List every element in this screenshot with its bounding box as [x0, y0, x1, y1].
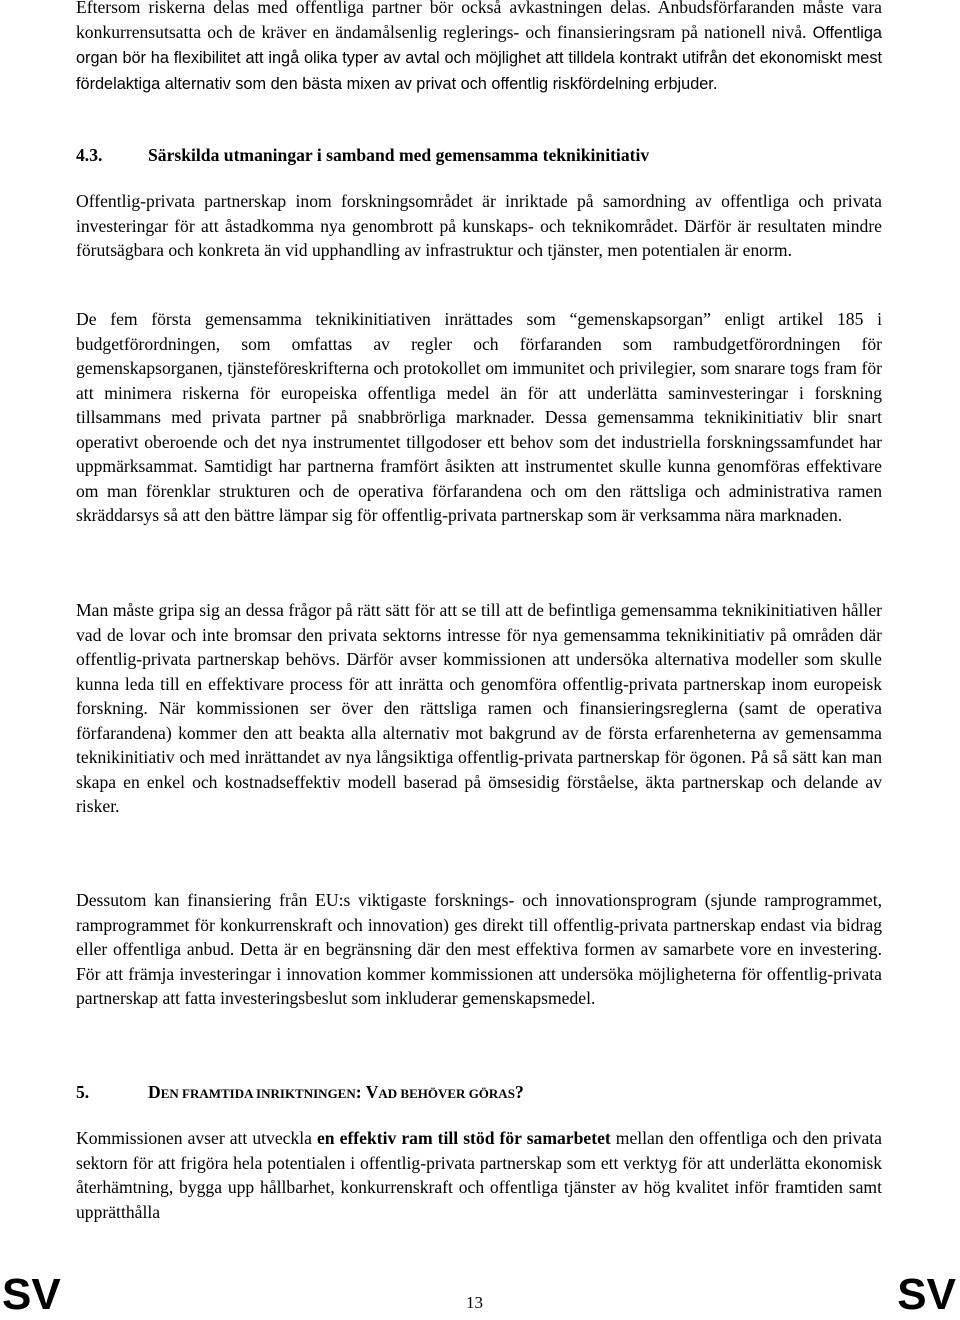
language-code-left: SV — [2, 1270, 61, 1319]
page-number: 13 — [466, 1293, 483, 1312]
section-title-part: ? — [514, 1082, 524, 1102]
section-title-part: D — [148, 1082, 161, 1102]
body-paragraph: Offentlig-privata partnerskap inom forskningsområdet är inriktade på samordning av offentliga och privata investeringar för att åstadkomma nya genombrott på kunskaps- och teknikområdet. Därför är resultaten mindre förutsägbara och konkreta än vid upphandling av infrastruktur och tjänster, men potentialen är enorm. — [76, 191, 882, 260]
closing-paragraph — [76, 1126, 882, 1224]
intro-paragraph — [76, 0, 882, 96]
closing-bold-text: en effektiv ram till stöd för samarbetet — [317, 1128, 611, 1148]
body-paragraph: Man måste gripa sig an dessa frågor på rätt sätt för att se till att de befintliga gemensamma teknikinitiativen håller vad de lovar och inte bromsar den privata sektorns intresse för nya gemensamma teknikinitiativ på områden där offentlig-privata partnerskap behövs. Därför avser kommissionen att undersöka alternativa modeller som skulle kunna leda till en effektivare process för att inrätta och genomföra offentlig-privata partnerskap inom europeisk forskning. När kommissionen ser över den rättsliga ramen och finansieringsreglerna (samt de operativa förfarandena) kommer den att beakta alla alternativ mot bakgrund av de första erfarenheterna av gemensamma teknikinitiativ och med inrättandet av nya långsiktiga offentlig-privata partnerskap för ögonen. På så sätt kan man skapa en enkel och kostnadseffektiv modell baserad på ömsesidig förståelse, äkta partnerskap och delande av risker. — [76, 600, 882, 816]
section-number: 5. — [76, 1082, 90, 1102]
section-title-part: AD BEHÖVER GÖRAS — [378, 1086, 515, 1101]
section-number: 4.3. — [76, 145, 103, 165]
section-heading-5 — [76, 1080, 524, 1106]
section-title-part: EN FRAMTIDA INRIKTNINGEN — [160, 1086, 356, 1101]
body-paragraph: De fem första gemensamma teknikinitiativen inrättades som “gemenskapsorgan” enligt artikel 185 i budgetförordningen, som omfattas av regler och förfaranden som rambudgetförordningen för gemenskapsorganen, tjänsteföreskrifterna och protokollet om immunitet och privilegier, som snarare togs fram för att minimera riskerna för europeiska offentliga medel än för att underlätta saminvesteringar i forskning tillsammans med privata partner på snabbrörliga marknader. Dessa gemensamma teknikinitiativ blir snart operativt oberoende och det nya instrumentet tillgodoser ett behov som det industriella forskningssamfundet har uppmärksammat. Samtidigt har partnerna framfört åsikten att instrumentet skulle kunna genomföras effektivare om man förenklar strukturen och de operativa förfarandena och om den rättsliga och administrativa ramen skräddarsys så att den bättre lämpar sig för offentlig-privata partnerskap som är verksamma nära marknaden. — [76, 309, 882, 525]
section-title-part: : V — [355, 1082, 379, 1102]
body-paragraph: Dessutom kan finansiering från EU:s viktigaste forsknings- och innovationsprogram (sjunde ramprogrammet, ramprogrammet för konkurrenskraft och innovation) ges direkt till offentlig-privata partnerskap endast via bidrag eller offentliga anbud. Detta är en begränsning där den mest effektiva formen av samarbete vore en investering. För att främja investeringar i innovation kommer kommissionen att undersöka möjligheterna för offentlig-privata partnerskap att fatta investeringsbeslut som inkluderar gemenskapsmedel. — [76, 890, 882, 1008]
closing-text: Kommissionen avser att utveckla — [76, 1128, 317, 1148]
section-title: Särskilda utmaningar i samband med gemensamma teknikinitiativ — [148, 145, 650, 165]
intro-sans-text: Offentliga organ bör ha flexibilitet att ingå olika typer av avtal och möjlighet att tilldela kontrakt utifrån det ekonomiskt mest fördelaktiga alternativ som den bästa mixen av privat och offentlig riskfördelning erbjuder. — [76, 23, 882, 93]
intro-serif-text: Eftersom riskerna delas med offentliga partner bör också avkastningen delas. Anbudsförfaranden måste vara konkurrensutsatta och de kräver en ändamålsenlig reglerings- och finansieringsram på nationell nivå. — [76, 0, 882, 42]
language-code-right: SV — [897, 1270, 956, 1319]
section-heading-4-3 — [76, 143, 649, 167]
closing-text: mellan den offentliga och den privata sektorn för att frigöra hela potentialen i offentlig-privata partnerskap som ett verktyg för att underlätta ekonomisk återhämtning, bygga upp hållbarhet, konkurrenskraft och offentliga tjänster av hög kvalitet inför framtiden samt upprätthålla — [76, 1128, 882, 1222]
